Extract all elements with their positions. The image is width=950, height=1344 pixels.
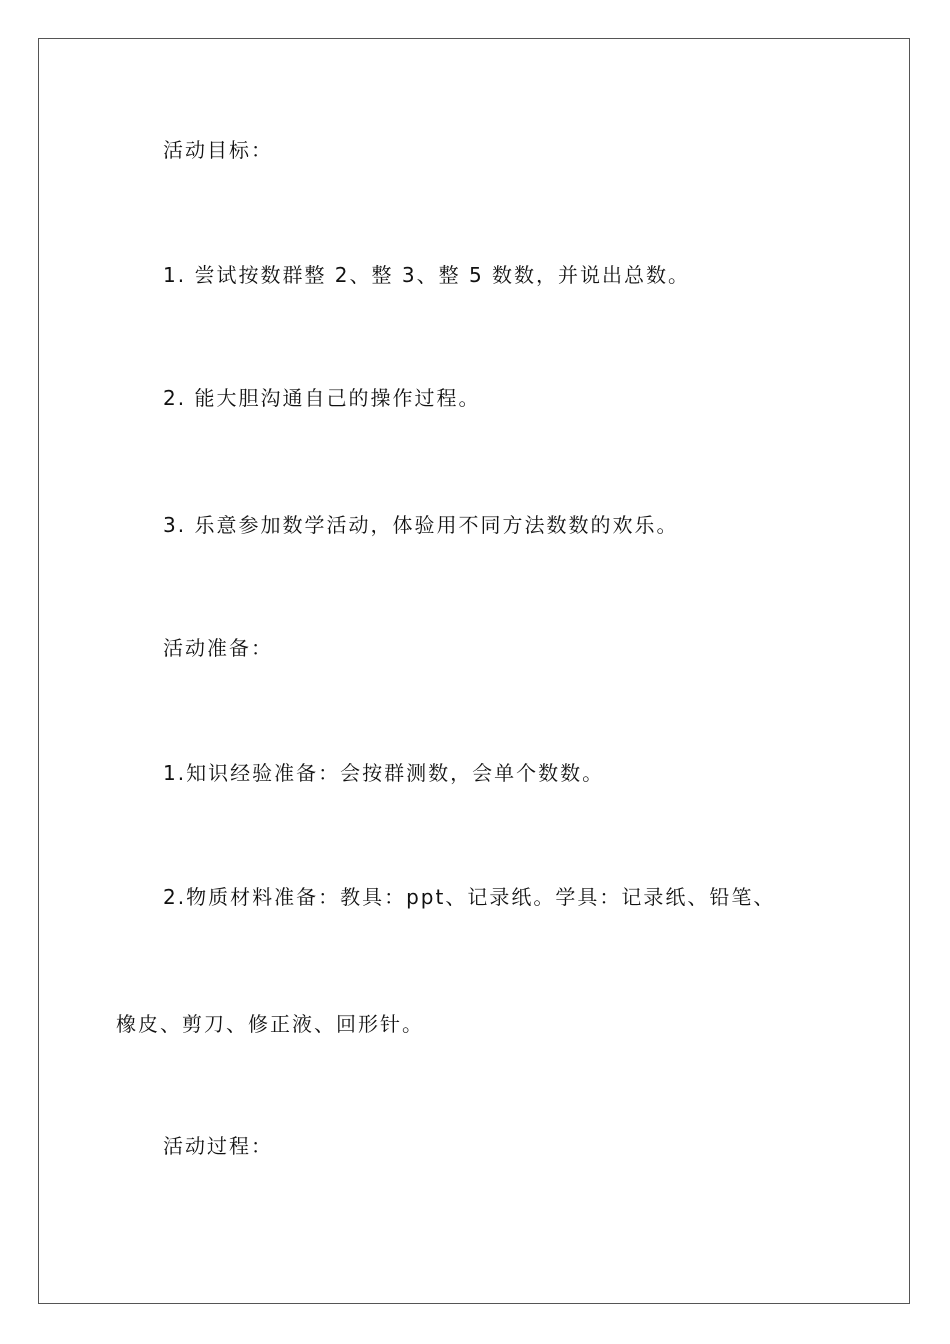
goal-item-3: 3. 乐意参加数学活动，体验用不同方法数数的欢乐。 <box>163 513 679 537</box>
section-heading-goals: 活动目标： <box>163 138 273 162</box>
page-border <box>38 38 910 1304</box>
section-heading-preparation: 活动准备： <box>163 636 273 660</box>
prep-item-2-line-2: 橡皮、剪刀、修正液、回形针。 <box>116 1012 424 1036</box>
goal-item-2: 2. 能大胆沟通自己的操作过程。 <box>163 386 481 410</box>
section-heading-process: 活动过程： <box>163 1134 273 1158</box>
prep-item-2-line-1: 2.物质材料准备：教具：ppt、记录纸。学具：记录纸、铅笔、 <box>163 885 776 909</box>
goal-item-1: 1. 尝试按数群整 2、整 3、整 5 数数，并说出总数。 <box>163 263 691 287</box>
prep-item-1: 1.知识经验准备：会按群测数，会单个数数。 <box>163 761 605 785</box>
